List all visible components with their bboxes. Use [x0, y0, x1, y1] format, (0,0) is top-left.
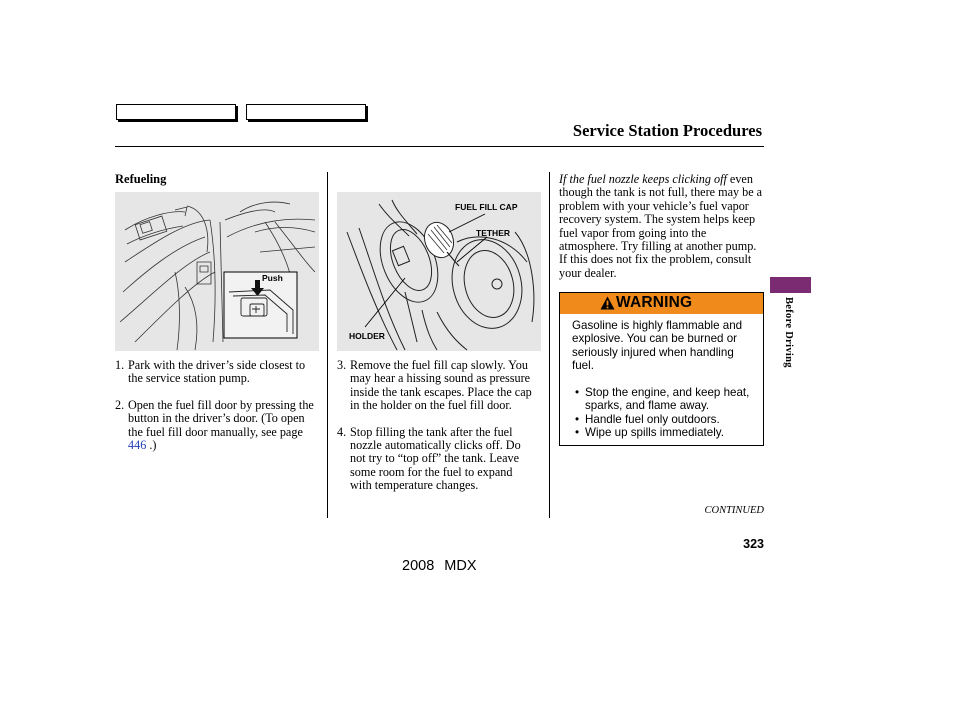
- column-divider-1: [327, 172, 328, 518]
- list-item: • Stop the engine, and keep heat, sparks, and flame away.: [575, 386, 750, 413]
- warning-bullets: [575, 386, 763, 440]
- fuel-door-button-illustration: [115, 192, 319, 351]
- fuel-fill-cap-illustration: [337, 192, 541, 351]
- step-3: [337, 359, 537, 413]
- tether-label: TETHER: [476, 228, 510, 238]
- nav-button-1[interactable]: [116, 104, 236, 120]
- list-item: • Wipe up spills immediately.: [575, 426, 724, 440]
- title-divider: [115, 146, 764, 147]
- note-text: even though the tank is not full, there may be a problem with your vehicle’s fuel vapor recovery system. The system helps keep fuel vapor from going into the atmosphere. Try filling at another pump. If this does not fix the problem, consult your dealer.: [559, 172, 763, 280]
- steps-middle: [337, 359, 537, 493]
- list-item: • Handle fuel only outdoors.: [575, 412, 720, 426]
- step-number: 4.: [337, 424, 347, 439]
- column-divider-2: [549, 172, 550, 518]
- warning-box: [559, 292, 764, 446]
- step-number: 2.: [115, 397, 125, 412]
- page-link[interactable]: 446: [128, 438, 147, 453]
- section-tab-label: Before Driving: [783, 297, 794, 368]
- step-text: Open the fuel fill door by pressing the button in the driver’s door. (To open the fuel fill door manually, see page: [128, 397, 314, 439]
- continued-label: CONTINUED: [704, 505, 764, 516]
- steps-left: [115, 359, 320, 452]
- fuel-fill-cap-label: FUEL FILL CAP: [455, 202, 518, 212]
- nav-button-2[interactable]: [246, 104, 366, 120]
- step-2: [115, 399, 320, 453]
- fuel-fill-cap-figure: [337, 192, 541, 351]
- warning-triangle-icon: [600, 296, 615, 310]
- warning-header: [560, 293, 763, 314]
- section-title: Refueling: [115, 172, 167, 186]
- page-number: 323: [743, 537, 764, 551]
- section-tab[interactable]: [770, 277, 811, 293]
- fuel-nozzle-note: [559, 173, 765, 280]
- step-number: 1.: [115, 358, 125, 372]
- push-callout: Push: [262, 273, 283, 283]
- page-title: Service Station Procedures: [572, 121, 762, 140]
- fuel-door-button-figure: [115, 192, 319, 351]
- step-1: [115, 359, 320, 386]
- warning-label: WARNING: [616, 294, 693, 311]
- warning-intro: Gasoline is highly flammable and explosive. You can be burned or seriously injured when handling fuel.: [572, 319, 743, 373]
- step-4: [337, 426, 537, 493]
- step-text: Remove the fuel fill cap slowly. You may hear a hissing sound as pressure inside the tank escapes. Place the cap in the holder on the fuel fill door.: [350, 358, 532, 413]
- holder-label: HOLDER: [349, 331, 385, 341]
- note-italic: If the fuel nozzle keeps clicking off: [559, 172, 727, 186]
- step-number: 3.: [337, 358, 347, 372]
- footer-model: 2008 MDX: [402, 558, 477, 574]
- step-text: Stop filling the tank after the fuel nozzle automatically clicks off. Do not try to “top off” the tank. Leave some room for the fuel to expand with temperature changes.: [350, 424, 521, 493]
- step-text: Park with the driver’s side closest to the service station pump.: [128, 358, 306, 386]
- step-text-end: .): [146, 438, 157, 453]
